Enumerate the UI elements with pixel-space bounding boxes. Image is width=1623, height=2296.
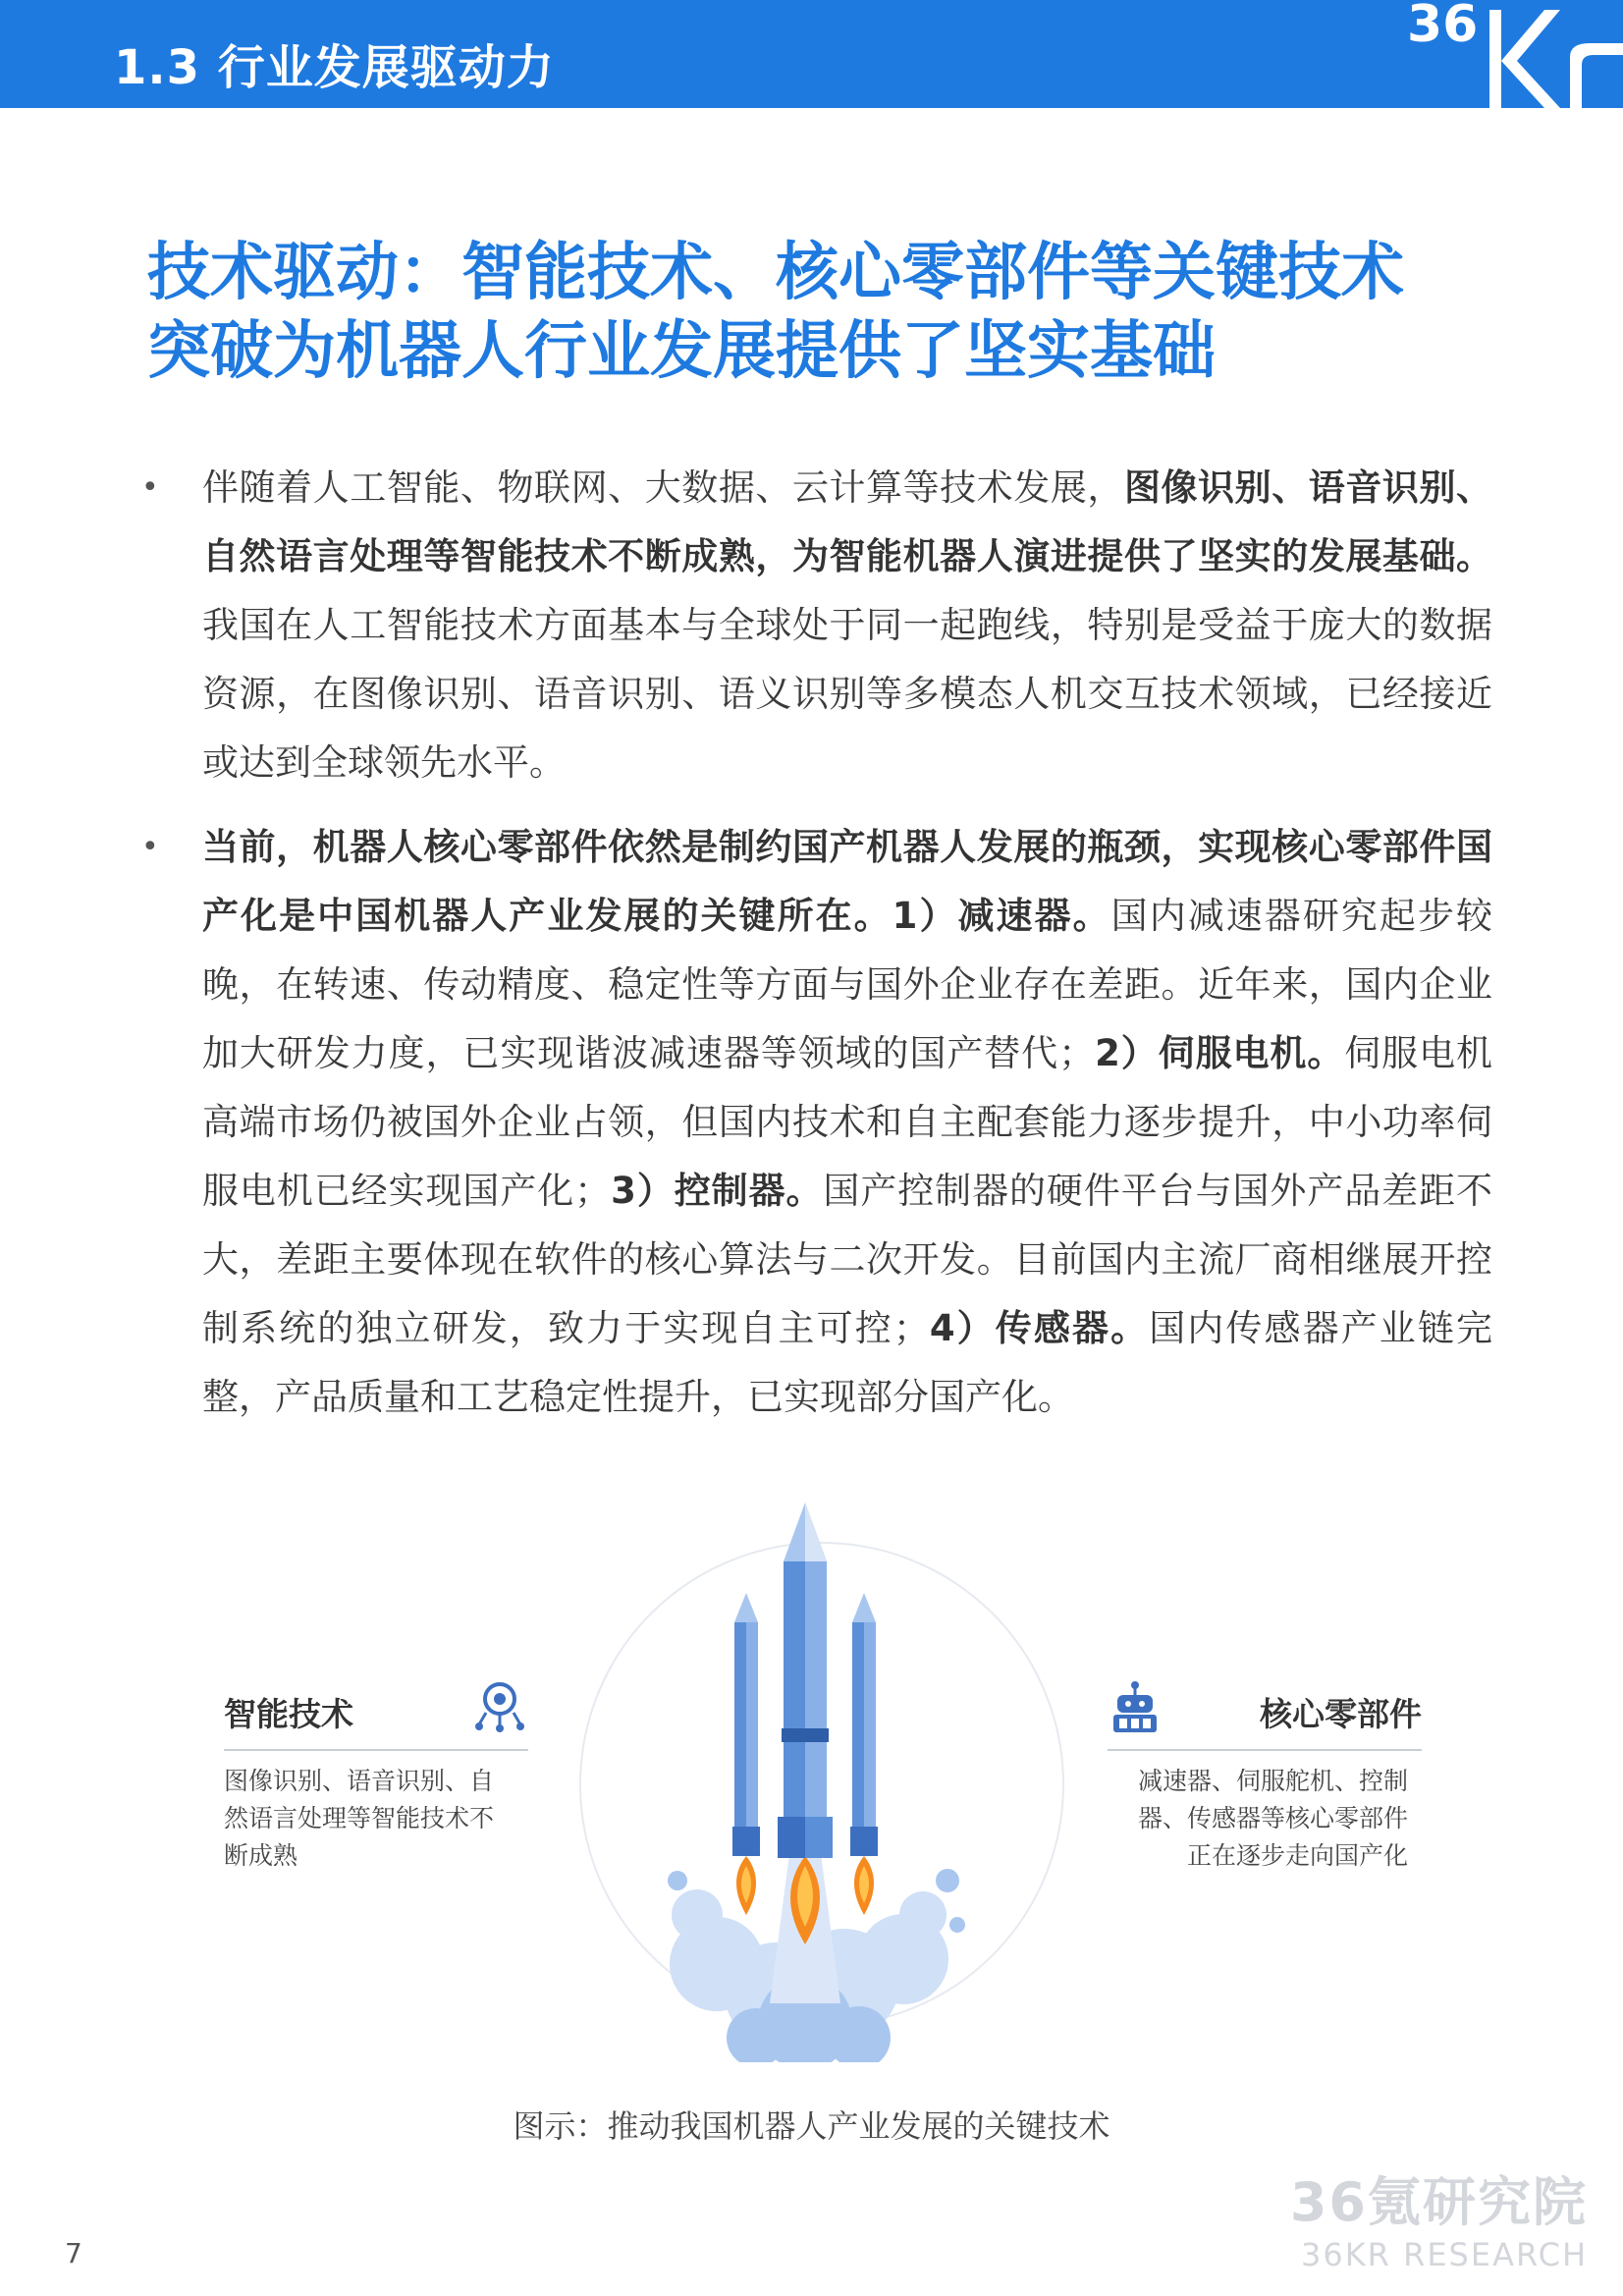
page-number: 7 [65,2237,82,2269]
bullet-2-part-5: 3）控制器。 [611,1170,824,1212]
bullet-dot-icon: • [141,470,159,505]
bullet-1-part-2: 图像识别、语音识别、自然语言处理等智能技术不断成熟，为智能机器人演进提供了坚实的发展基础。 [202,466,1493,577]
bullet-1-part-3: 我国在人工智能技术方面基本与全球处于同一起跑线，特别是受益于庞大的数据资源，在图像识别、语音识别、语义识别等多模态人机交互技术领域，已经接近或达到全球领先水平。 [202,604,1492,784]
bullet-2-part-8: 国内传感器产业链完整，产品质量和工艺稳定性提升，已实现部分国产化。 [202,1307,1492,1418]
right-panel-description [1108,1763,1422,1875]
bullet-list [137,454,1492,1448]
ai-brain-icon [471,1677,528,1734]
watermark [1290,2160,1588,2273]
bullet-1-part-1: 伴随着人工智能、物联网、大数据、云计算等技术发展， [202,466,1124,509]
left-desc-line: 图像识别、语音识别、自 [224,1767,495,1795]
bullet-2-part-2: 国内减速器研究起步较晚，在转速、传动精度、稳定性等方面与国外企业存在差距。近年来，国内企业加大研发力度，已实现谐波减速器等领域的国产替代； [202,895,1492,1074]
bullet-2-part-4: 伺服电机高端市场仍被国外企业占领，但国内技术和自主配套能力逐步提升，中小功率伺服电机已经实现国产化； [202,1032,1493,1212]
robot-icon [1108,1679,1163,1734]
right-desc-line: 减速器、伺服舵机、控制 [1137,1767,1408,1795]
right-desc-line: 器、传感器等核心零部件 [1137,1804,1408,1832]
right-panel-core-components [1108,1689,1422,1875]
bullet-item [137,454,1492,797]
bullet-2-part-3: 2）伺服电机。 [1095,1032,1345,1074]
left-panel-title: 智能技术 [224,1695,353,1733]
left-desc-line: 然语言处理等智能技术不 [224,1804,495,1832]
watermark-en: 36KR RESEARCH [1300,2236,1588,2273]
bullet-2-part-6: 国产控制器的硬件平台与国外产品差距不大，差距主要体现在软件的核心算法与二次开发。目前国内主流厂商相继展开控制系统的独立研发，致力于实现自主可控； [202,1170,1493,1349]
left-panel-divider [224,1749,528,1751]
right-panel-title: 核心零部件 [1260,1695,1422,1733]
figure-caption: 图示：推动我国机器人产业发展的关键技术 [513,2107,1110,2145]
watermark-cn: 36氪研究院 [1289,2171,1588,2233]
rocket-illustration [609,1493,1021,2062]
right-desc-line: 正在逐步走向国产化 [1186,1841,1408,1870]
left-panel-description [224,1763,528,1875]
bullet-item [137,813,1492,1432]
main-title [147,234,1502,391]
main-title-line-1: 技术驱动：智能技术、核心零部件等关键技术 [147,237,1404,309]
right-panel-divider [1108,1749,1422,1751]
bullet-text [202,454,1492,797]
header-bar [0,0,1623,108]
bullet-text [202,813,1492,1432]
logo-36kr [1397,0,1623,108]
bullet-2-part-7: 4）传感器。 [929,1307,1150,1349]
main-title-line-2: 突破为机器人行业发展提供了坚实基础 [147,315,1216,388]
section-title: 1.3 行业发展驱动力 [114,40,555,95]
svg-text:36: 36 [1407,0,1479,54]
bullet-2-part-1: 当前，机器人核心零部件依然是制约国产机器人发展的瓶颈，实现核心零部件国产化是中国机器人产业发展的关键所在。1）减速器。 [202,826,1492,937]
left-panel-intelligent-tech [224,1689,528,1875]
rocket-figure [0,1493,1623,2102]
left-desc-line: 断成熟 [224,1841,298,1870]
bullet-dot-icon: • [141,830,159,864]
